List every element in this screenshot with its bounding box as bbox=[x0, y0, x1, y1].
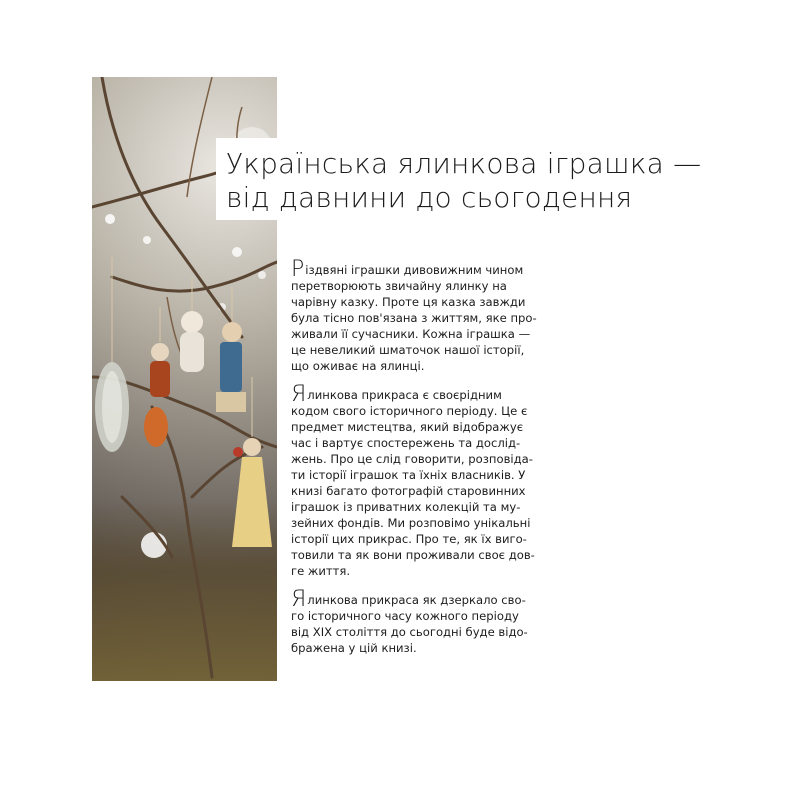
title-line-2: від давнини до сьогодення bbox=[226, 181, 633, 214]
drop-cap: Я bbox=[291, 382, 307, 407]
text-line: іграшок із приватних колекцій та му- bbox=[291, 500, 521, 514]
red-ornament bbox=[144, 407, 168, 447]
thin-twigs bbox=[167, 77, 252, 367]
text-line: ти історії іграшок та їхніх власників. У bbox=[291, 468, 526, 482]
title-line-1: Українська ялинкова іграшка — bbox=[226, 147, 702, 180]
title-box bbox=[216, 138, 702, 220]
figure-ornament-head bbox=[151, 343, 169, 361]
angel-ornament-head bbox=[243, 438, 261, 456]
text-line: час і вартує спостережень та дослід- bbox=[291, 436, 521, 450]
figure-ornament-body bbox=[150, 361, 170, 397]
text-line: бражена у цій книзі. bbox=[291, 641, 417, 655]
text-line: жень. Про це слід говорити, розповіда- bbox=[291, 452, 533, 466]
text-line: книзі багато фотографій старовинних bbox=[291, 484, 526, 498]
paragraph-3 bbox=[291, 587, 576, 656]
bokeh-light bbox=[232, 247, 242, 257]
text-line: була тісно пов'язана з життям, яке про- bbox=[291, 311, 537, 325]
paragraph-2 bbox=[291, 382, 576, 579]
drop-cap: Я bbox=[291, 587, 307, 612]
text-line: Ялинкова прикраса є своєрідним bbox=[291, 382, 502, 407]
text-line: го історичного часу кожного періоду bbox=[291, 609, 519, 623]
body-text bbox=[291, 257, 576, 656]
bokeh-light bbox=[258, 271, 266, 279]
text-line: живали її сучасники. Кожна іграшка — bbox=[291, 327, 531, 341]
text-line: це невеликий шматочок нашої історії, bbox=[291, 343, 525, 357]
text-line: від XIX століття до сьогодні буде відо- bbox=[291, 625, 528, 639]
text-line: історії цих прикрас. Про те, як їх виго- bbox=[291, 532, 527, 546]
text-line: Різдвяні іграшки дивовижним чином bbox=[291, 257, 524, 282]
boy-figure-ornament bbox=[222, 322, 242, 342]
text-line: перетворюють звичайну ялинку на bbox=[291, 279, 507, 293]
text-line: товили та як вони проживали своє дов- bbox=[291, 548, 535, 562]
text-line: що оживає на ялинці. bbox=[291, 359, 425, 373]
text-line: зейних фондів. Ми розповімо унікальні bbox=[291, 516, 531, 530]
text-line: предмет мистецтва, який відображує bbox=[291, 420, 524, 434]
angel-ornament-dress bbox=[232, 457, 272, 547]
bokeh-light bbox=[143, 236, 151, 244]
text-line: Ялинкова прикраса як дзеркало сво- bbox=[291, 587, 526, 612]
bokeh-light bbox=[105, 214, 115, 224]
paragraph-1 bbox=[291, 257, 576, 374]
text-line: ге життя. bbox=[291, 564, 351, 578]
text-line: кодом свого історичного періоду. Це є bbox=[291, 404, 528, 418]
text-line: чарівну казку. Проте ця казка завжди bbox=[291, 295, 526, 309]
snow-figure-ornament bbox=[181, 311, 203, 333]
drop-cap: Р bbox=[291, 257, 305, 282]
